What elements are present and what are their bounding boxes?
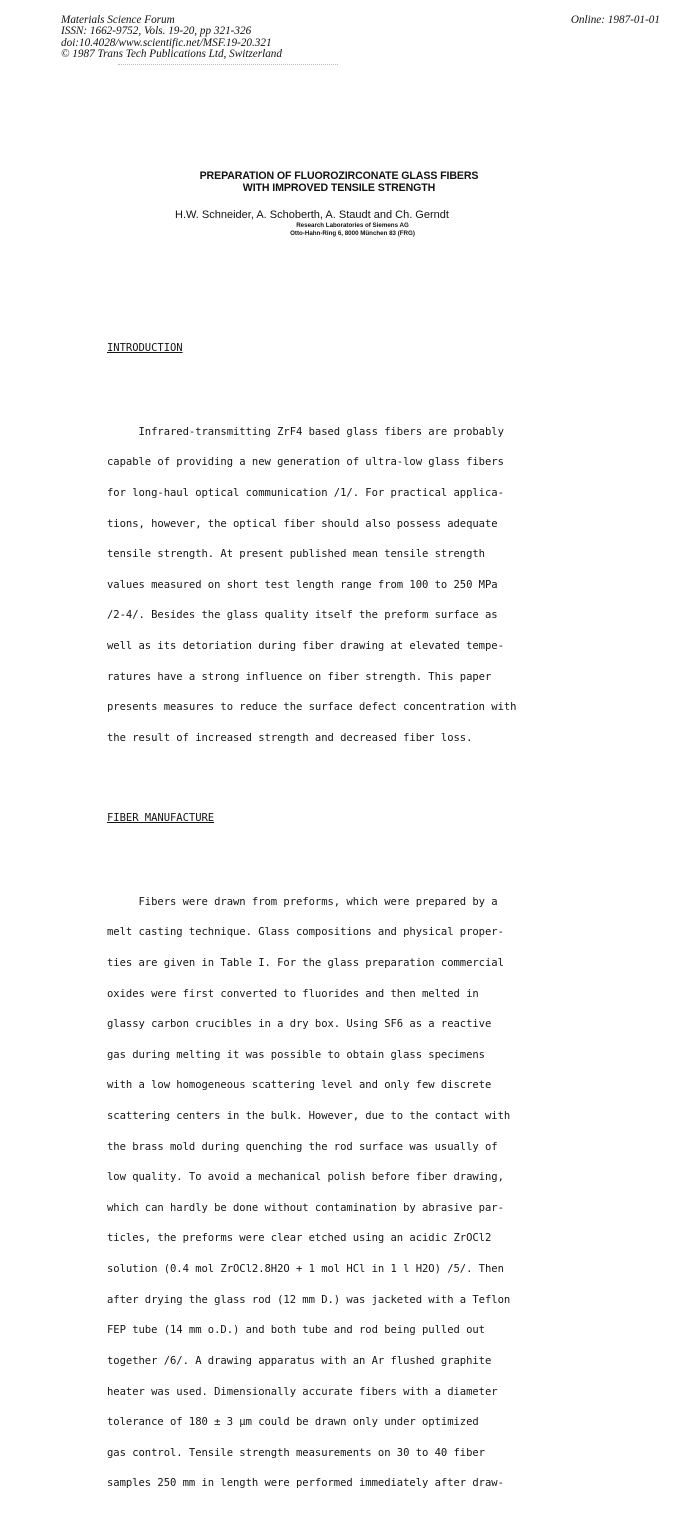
doi-link[interactable]: doi:10.4028/www.scientific.net/MSF.19-20.321 — [61, 36, 272, 49]
text-line: solution (0.4 mol ZrOCl2.8H2O + 1 mol HCl in 1 l H2O) /5/. Then — [107, 1263, 504, 1276]
affiliation-line: Otto-Hahn-Ring 6, 8000 München 83 (FRG) — [290, 229, 415, 237]
text-line: Infrared-transmitting ZrF4 based glass fibers are probably — [107, 425, 504, 438]
text-line: Fibers were drawn from preforms, which were prepared by a — [107, 895, 498, 908]
text-line: presents measures to reduce the surface defect concentration with — [107, 701, 517, 714]
text-line: oxides were first converted to fluorides and then melted in — [107, 987, 479, 1000]
paper-title — [0, 170, 678, 194]
text-line: heater was used. Dimensionally accurate fibers with a diameter — [107, 1385, 498, 1398]
text-line: /2-4/. Besides the glass quality itself the preform surface as — [107, 609, 498, 622]
text-line: the brass mold during quenching the rod surface was usually of — [107, 1140, 498, 1153]
section-heading-introduction: INTRODUCTION — [107, 342, 183, 355]
text-line: melt casting technique. Glass compositions and physical proper- — [107, 926, 504, 939]
fiber-manufacture-paragraph — [107, 876, 517, 1509]
paper-body — [107, 323, 517, 1519]
journal-name: Materials Science Forum — [61, 14, 175, 26]
issn-volume: ISSN: 1662-9752, Vols. 19-20, pp 321-326 — [61, 25, 252, 38]
text-line: low quality. To avoid a mechanical polish before fiber drawing, — [107, 1171, 504, 1184]
copyright: © 1987 Trans Tech Publications Ltd, Switzerland — [61, 48, 282, 61]
online-date: Online: 1987-01-01 — [570, 14, 660, 26]
text-line: after drying the glass rod (12 mm D.) was jacketed with a Teflon — [107, 1293, 511, 1306]
text-line: capable of providing a new generation of ultra-low glass fibers — [107, 456, 504, 469]
text-line: tolerance of 180 ± 3 µm could be drawn only under optimized — [107, 1416, 479, 1429]
text-line: ratures have a strong influence on fiber strength. This paper — [107, 670, 492, 683]
text-line: gas during melting it was possible to obtain glass specimens — [107, 1048, 485, 1061]
affiliation — [0, 222, 678, 237]
text-line: gas control. Tensile strength measurements on 30 to 40 fiber — [107, 1446, 485, 1459]
text-line: which can hardly be done without contamination by abrasive par- — [107, 1201, 504, 1214]
text-line: well as its detoriation during fiber drawing at elevated tempe- — [107, 640, 504, 653]
introduction-paragraph — [107, 406, 517, 763]
text-line: values measured on short test length range from 100 to 250 MPa — [107, 578, 498, 591]
text-line: tions, however, the optical fiber should also possess adequate — [107, 517, 498, 530]
text-line: ties are given in Table I. For the glass preparation commercial — [107, 956, 504, 969]
text-line: for long-haul optical communication /1/. For practical applica- — [107, 487, 504, 500]
text-line: scattering centers in the bulk. However, due to the contact with — [107, 1110, 511, 1123]
text-line: together /6/. A drawing apparatus with an Ar flushed graphite — [107, 1354, 492, 1367]
faint-copyright-line — [118, 64, 338, 68]
text-line: tensile strength. At present published mean tensile strength — [107, 548, 485, 561]
text-line: with a low homogeneous scattering level and only few discrete — [107, 1079, 492, 1092]
text-line: samples 250 mm in length were performed immediately after draw- — [107, 1477, 504, 1490]
text-line: FEP tube (14 mm o.D.) and both tube and rod being pulled out — [107, 1324, 485, 1337]
title-line: PREPARATION OF FLUOROZIRCONATE GLASS FIBERS — [199, 170, 479, 182]
journal-header — [61, 15, 282, 61]
text-line: ticles, the preforms were clear etched using an acidic ZrOCl2 — [107, 1232, 492, 1245]
text-line: the result of increased strength and decreased fiber loss. — [107, 731, 473, 744]
authors: H.W. Schneider, A. Schoberth, A. Staudt and Ch. Gerndt — [175, 209, 449, 221]
title-line: WITH IMPROVED TENSILE STRENGTH — [242, 182, 436, 194]
affiliation-line: Research Laboratories of Siemens AG — [296, 222, 409, 229]
section-heading-fiber-manufacture: FIBER MANUFACTURE — [107, 812, 215, 825]
text-line: glassy carbon crucibles in a dry box. Using SF6 as a reactive — [107, 1018, 492, 1031]
